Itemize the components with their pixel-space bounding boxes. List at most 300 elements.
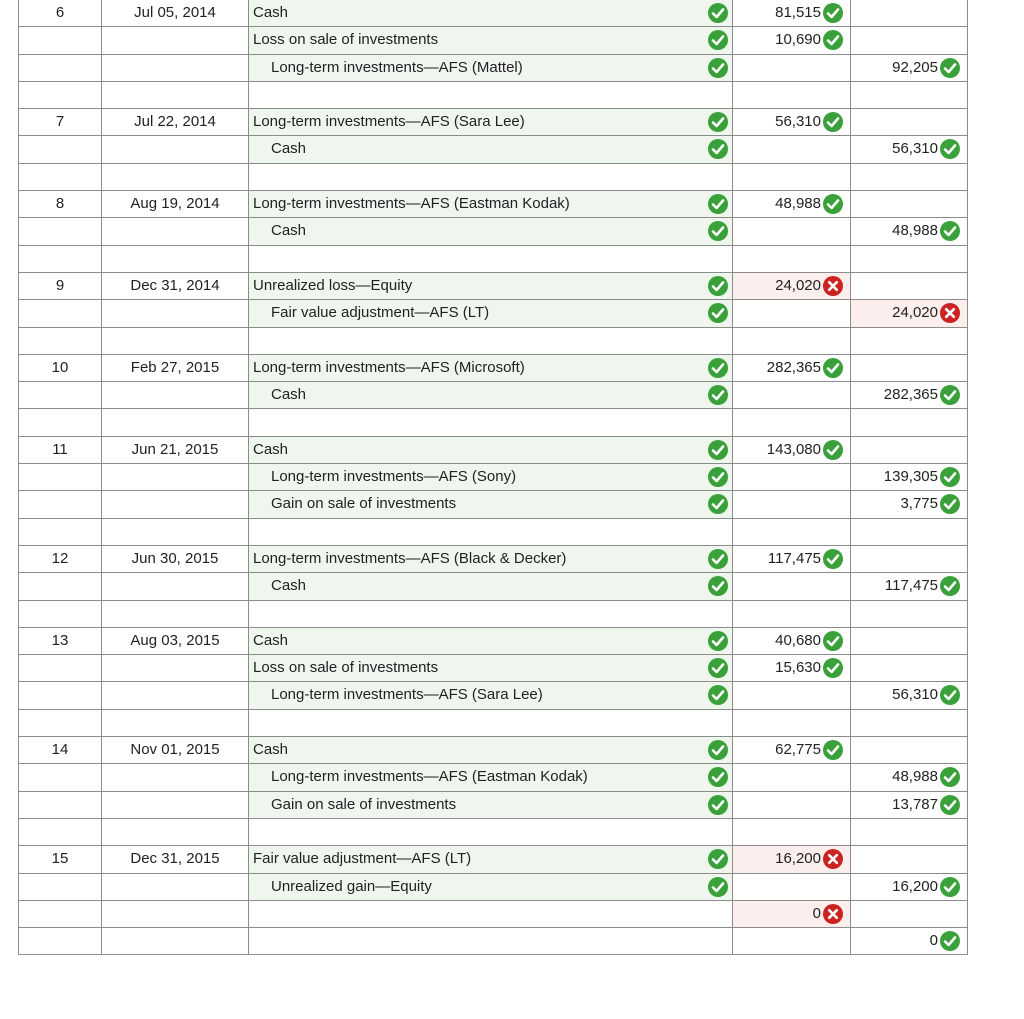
date-cell <box>101 464 248 491</box>
journal-entry-table <box>18 0 968 955</box>
account-cell <box>248 164 732 191</box>
checkmark-icon <box>708 276 728 296</box>
credit-cell[interactable] <box>850 874 968 901</box>
credit-cell[interactable] <box>850 928 968 955</box>
debit-cell[interactable] <box>732 874 850 901</box>
account-cell[interactable] <box>248 355 732 382</box>
checkmark-icon <box>823 740 843 760</box>
checkmark-icon <box>708 303 728 323</box>
account-name: Gain on sale of investments <box>271 795 457 813</box>
transaction-date[interactable]: Feb 27, 2015 <box>130 358 220 376</box>
error-x-icon <box>823 849 843 869</box>
account-name: Unrealized gain—Equity <box>271 877 432 895</box>
debit-cell[interactable] <box>732 464 850 491</box>
transaction-number-cell <box>18 0 101 27</box>
transaction-number-cell <box>18 55 101 82</box>
transaction-number-cell <box>18 464 101 491</box>
account-cell[interactable] <box>248 0 732 27</box>
journal-row <box>18 792 968 819</box>
date-cell <box>101 109 248 136</box>
credit-cell[interactable] <box>850 55 968 82</box>
transaction-number-cell <box>18 928 101 955</box>
journal-row <box>18 874 968 901</box>
debit-cell <box>732 819 850 846</box>
error-x-icon <box>940 303 960 323</box>
account-cell[interactable] <box>248 300 732 327</box>
credit-cell[interactable] <box>850 573 968 600</box>
credit-cell[interactable] <box>850 464 968 491</box>
credit-cell[interactable] <box>850 792 968 819</box>
account-cell[interactable] <box>248 874 732 901</box>
account-cell <box>248 710 732 737</box>
transaction-number-cell <box>18 218 101 245</box>
journal-row <box>18 628 968 655</box>
credit-cell[interactable] <box>850 382 968 409</box>
checkmark-icon <box>708 767 728 787</box>
credit-cell <box>850 409 968 436</box>
credit-cell <box>850 328 968 355</box>
transaction-number-cell <box>18 491 101 518</box>
checkmark-icon <box>708 576 728 596</box>
date-cell <box>101 737 248 764</box>
transaction-number-cell <box>18 27 101 54</box>
account-cell[interactable] <box>248 928 732 955</box>
account-name: Long-term investments—AFS (Eastman Kodak) <box>253 195 570 213</box>
account-name: Long-term investments—AFS (Sony) <box>271 468 517 486</box>
journal-row <box>18 491 968 518</box>
checkmark-icon <box>940 795 960 815</box>
date-cell <box>101 573 248 600</box>
account-name: Long-term investments—AFS (Sara Lee) <box>253 113 525 131</box>
credit-cell[interactable] <box>850 764 968 791</box>
account-cell[interactable] <box>248 191 732 218</box>
credit-amount: 0 <box>929 932 938 950</box>
debit-amount: 24,020 <box>775 276 821 294</box>
error-x-icon <box>823 276 843 296</box>
account-cell[interactable] <box>248 846 732 873</box>
account-cell <box>248 82 732 109</box>
account-name: Cash <box>271 386 307 404</box>
transaction-number-cell <box>18 382 101 409</box>
transaction-number-cell <box>18 164 101 191</box>
debit-cell <box>732 328 850 355</box>
date-cell <box>101 901 248 928</box>
date-cell <box>101 601 248 628</box>
credit-cell[interactable] <box>850 655 968 682</box>
checkmark-icon <box>708 658 728 678</box>
credit-cell[interactable] <box>850 300 968 327</box>
date-cell <box>101 164 248 191</box>
checkmark-icon <box>708 58 728 78</box>
transaction-number: 15 <box>51 850 69 868</box>
credit-amount: 56,310 <box>892 140 938 158</box>
date-cell <box>101 328 248 355</box>
account-cell[interactable] <box>248 55 732 82</box>
account-cell <box>248 601 732 628</box>
account-cell[interactable] <box>248 136 732 163</box>
credit-cell[interactable] <box>850 546 968 573</box>
credit-cell[interactable] <box>850 901 968 928</box>
debit-cell <box>732 409 850 436</box>
debit-amount: 15,630 <box>775 659 821 677</box>
debit-amount: 48,988 <box>775 195 821 213</box>
transaction-number: 8 <box>55 195 65 213</box>
transaction-number-cell <box>18 573 101 600</box>
checkmark-icon <box>708 112 728 132</box>
debit-amount: 143,080 <box>766 440 821 458</box>
journal-row <box>18 573 968 600</box>
transaction-number-cell <box>18 82 101 109</box>
date-cell <box>101 491 248 518</box>
checkmark-icon <box>708 139 728 159</box>
account-name: Loss on sale of investments <box>253 659 439 677</box>
credit-amount: 48,988 <box>892 222 938 240</box>
transaction-date[interactable]: Jun 30, 2015 <box>131 549 219 567</box>
account-name: Cash <box>271 222 307 240</box>
journal-row <box>18 273 968 300</box>
checkmark-icon <box>708 549 728 569</box>
credit-amount: 282,365 <box>883 386 938 404</box>
spacer-row <box>18 519 968 546</box>
debit-cell[interactable] <box>732 573 850 600</box>
account-name: Long-term investments—AFS (Black & Decker) <box>253 549 567 567</box>
journal-row <box>18 655 968 682</box>
checkmark-icon <box>708 631 728 651</box>
account-name: Long-term investments—AFS (Eastman Kodak) <box>271 768 588 786</box>
transaction-number-cell <box>18 136 101 163</box>
account-cell[interactable] <box>248 573 732 600</box>
debit-cell[interactable] <box>732 928 850 955</box>
account-cell <box>248 819 732 846</box>
transaction-date[interactable]: Dec 31, 2015 <box>130 850 220 868</box>
account-cell <box>248 519 732 546</box>
debit-cell[interactable] <box>732 491 850 518</box>
debit-cell[interactable] <box>732 764 850 791</box>
debit-cell[interactable] <box>732 191 850 218</box>
checkmark-icon <box>708 440 728 460</box>
checkmark-icon <box>708 194 728 214</box>
credit-amount: 139,305 <box>883 468 938 486</box>
date-cell <box>101 682 248 709</box>
checkmark-icon <box>823 112 843 132</box>
checkmark-icon <box>708 494 728 514</box>
date-cell <box>101 82 248 109</box>
checkmark-icon <box>708 795 728 815</box>
journal-row <box>18 0 968 27</box>
account-name: Cash <box>271 140 307 158</box>
checkmark-icon <box>708 685 728 705</box>
date-cell <box>101 273 248 300</box>
debit-cell[interactable] <box>732 27 850 54</box>
account-cell[interactable] <box>248 491 732 518</box>
debit-cell[interactable] <box>732 300 850 327</box>
checkmark-icon <box>823 30 843 50</box>
transaction-number-cell <box>18 546 101 573</box>
credit-cell[interactable] <box>850 437 968 464</box>
credit-cell <box>850 82 968 109</box>
checkmark-icon <box>940 467 960 487</box>
account-name: Unrealized loss—Equity <box>253 276 413 294</box>
journal-row <box>18 382 968 409</box>
date-cell <box>101 55 248 82</box>
credit-amount: 13,787 <box>892 795 938 813</box>
date-cell <box>101 300 248 327</box>
debit-cell[interactable] <box>732 546 850 573</box>
journal-row <box>18 136 968 163</box>
transaction-number-cell <box>18 355 101 382</box>
debit-cell[interactable] <box>732 218 850 245</box>
checkmark-icon <box>940 767 960 787</box>
account-cell[interactable] <box>248 382 732 409</box>
account-cell <box>248 409 732 436</box>
journal-row <box>18 546 968 573</box>
credit-cell[interactable] <box>850 136 968 163</box>
credit-cell[interactable] <box>850 27 968 54</box>
credit-cell[interactable] <box>850 491 968 518</box>
date-cell <box>101 519 248 546</box>
debit-cell <box>732 82 850 109</box>
journal-row <box>18 300 968 327</box>
spacer-row <box>18 82 968 109</box>
credit-cell[interactable] <box>850 191 968 218</box>
transaction-number: 13 <box>51 631 69 649</box>
credit-cell <box>850 519 968 546</box>
journal-row <box>18 437 968 464</box>
credit-cell <box>850 710 968 737</box>
account-name: Long-term investments—AFS (Microsoft) <box>253 358 525 376</box>
debit-cell[interactable] <box>732 55 850 82</box>
account-name: Cash <box>253 440 289 458</box>
credit-cell[interactable] <box>850 737 968 764</box>
transaction-number-cell <box>18 246 101 273</box>
checkmark-icon <box>708 877 728 897</box>
debit-amount: 40,680 <box>775 631 821 649</box>
debit-cell[interactable] <box>732 109 850 136</box>
debit-cell[interactable] <box>732 792 850 819</box>
transaction-date[interactable]: Jul 22, 2014 <box>134 113 216 131</box>
transaction-date[interactable]: Aug 19, 2014 <box>130 195 220 213</box>
checkmark-icon <box>708 385 728 405</box>
debit-amount: 117,475 <box>767 549 821 567</box>
transaction-date[interactable]: Aug 03, 2015 <box>130 631 220 649</box>
transaction-number-cell <box>18 682 101 709</box>
journal-row <box>18 27 968 54</box>
transaction-number-cell <box>18 874 101 901</box>
transaction-number-cell <box>18 273 101 300</box>
debit-amount: 10,690 <box>775 31 821 49</box>
journal-row <box>18 846 968 873</box>
journal-row <box>18 109 968 136</box>
transaction-number-cell <box>18 901 101 928</box>
debit-cell <box>732 519 850 546</box>
journal-row <box>18 355 968 382</box>
credit-amount: 56,310 <box>892 686 938 704</box>
debit-cell[interactable] <box>732 682 850 709</box>
spacer-row <box>18 409 968 436</box>
checkmark-icon <box>708 849 728 869</box>
checkmark-icon <box>708 467 728 487</box>
credit-cell[interactable] <box>850 628 968 655</box>
transaction-number-cell <box>18 846 101 873</box>
date-cell <box>101 0 248 27</box>
spacer-row <box>18 246 968 273</box>
account-cell[interactable] <box>248 27 732 54</box>
credit-cell[interactable] <box>850 218 968 245</box>
journal-row <box>18 682 968 709</box>
debit-cell[interactable] <box>732 0 850 27</box>
checkmark-icon <box>708 740 728 760</box>
account-name: Fair value adjustment—AFS (LT) <box>271 304 490 322</box>
date-cell <box>101 628 248 655</box>
account-cell[interactable] <box>248 737 732 764</box>
credit-amount: 48,988 <box>892 768 938 786</box>
transaction-number: 10 <box>51 358 69 376</box>
date-cell <box>101 246 248 273</box>
journal-row <box>18 928 968 955</box>
credit-amount: 16,200 <box>892 877 938 895</box>
debit-cell[interactable] <box>732 628 850 655</box>
transaction-number-cell <box>18 628 101 655</box>
debit-amount: 56,310 <box>775 113 821 131</box>
checkmark-icon <box>708 221 728 241</box>
date-cell <box>101 792 248 819</box>
account-name: Loss on sale of investments <box>253 31 439 49</box>
account-cell <box>248 328 732 355</box>
credit-amount: 3,775 <box>900 495 938 513</box>
date-cell <box>101 27 248 54</box>
debit-amount: 282,365 <box>766 358 821 376</box>
account-name: Long-term investments—AFS (Mattel) <box>271 58 523 76</box>
transaction-date[interactable]: Dec 31, 2014 <box>130 276 220 294</box>
account-cell[interactable] <box>248 682 732 709</box>
account-cell[interactable] <box>248 109 732 136</box>
debit-cell <box>732 710 850 737</box>
transaction-number: 7 <box>55 113 65 131</box>
spacer-row <box>18 710 968 737</box>
transaction-number: 11 <box>52 440 68 458</box>
debit-cell[interactable] <box>732 737 850 764</box>
account-cell[interactable] <box>248 792 732 819</box>
journal-row <box>18 55 968 82</box>
account-cell <box>248 246 732 273</box>
error-x-icon <box>823 904 843 924</box>
account-cell[interactable] <box>248 655 732 682</box>
credit-cell[interactable] <box>850 355 968 382</box>
credit-cell[interactable] <box>850 0 968 27</box>
credit-cell[interactable] <box>850 273 968 300</box>
date-cell <box>101 437 248 464</box>
debit-amount: 0 <box>812 904 821 922</box>
credit-cell <box>850 601 968 628</box>
debit-cell[interactable] <box>732 382 850 409</box>
date-cell <box>101 409 248 436</box>
account-cell[interactable] <box>248 628 732 655</box>
transaction-number-cell <box>18 819 101 846</box>
debit-cell[interactable] <box>732 901 850 928</box>
transaction-number: 14 <box>51 741 69 759</box>
checkmark-icon <box>708 3 728 23</box>
transaction-number: 6 <box>55 4 65 21</box>
date-cell <box>101 218 248 245</box>
credit-cell[interactable] <box>850 846 968 873</box>
transaction-number-cell <box>18 792 101 819</box>
debit-cell[interactable] <box>732 136 850 163</box>
transaction-number-cell <box>18 328 101 355</box>
date-cell <box>101 928 248 955</box>
credit-cell[interactable] <box>850 109 968 136</box>
debit-cell[interactable] <box>732 655 850 682</box>
transaction-number-cell <box>18 764 101 791</box>
account-cell[interactable] <box>248 464 732 491</box>
account-name: Fair value adjustment—AFS (LT) <box>253 850 472 868</box>
account-cell[interactable] <box>248 764 732 791</box>
debit-cell[interactable] <box>732 437 850 464</box>
checkmark-icon <box>940 931 960 951</box>
checkmark-icon <box>823 3 843 23</box>
checkmark-icon <box>940 58 960 78</box>
account-cell[interactable] <box>248 546 732 573</box>
debit-cell[interactable] <box>732 355 850 382</box>
account-name: Cash <box>271 577 307 595</box>
spacer-row <box>18 601 968 628</box>
debit-cell <box>732 246 850 273</box>
credit-cell[interactable] <box>850 682 968 709</box>
transaction-number-cell <box>18 601 101 628</box>
transaction-date[interactable]: Nov 01, 2015 <box>130 741 220 759</box>
date-cell <box>101 355 248 382</box>
checkmark-icon <box>823 658 843 678</box>
journal-row <box>18 218 968 245</box>
checkmark-icon <box>823 549 843 569</box>
checkmark-icon <box>940 877 960 897</box>
transaction-date[interactable]: Jul 05, 2014 <box>134 4 216 21</box>
debit-cell[interactable] <box>732 846 850 873</box>
checkmark-icon <box>823 440 843 460</box>
account-cell[interactable] <box>248 901 732 928</box>
checkmark-icon <box>708 358 728 378</box>
account-cell[interactable] <box>248 437 732 464</box>
account-name: Cash <box>253 741 289 759</box>
checkmark-icon <box>823 194 843 214</box>
account-cell[interactable] <box>248 218 732 245</box>
transaction-number: 9 <box>55 276 65 294</box>
checkmark-icon <box>823 631 843 651</box>
account-name: Long-term investments—AFS (Sara Lee) <box>271 686 543 704</box>
account-name: Cash <box>253 4 289 21</box>
journal-row <box>18 191 968 218</box>
date-cell <box>101 546 248 573</box>
credit-amount: 117,475 <box>884 577 938 595</box>
transaction-number-cell <box>18 655 101 682</box>
checkmark-icon <box>940 576 960 596</box>
journal-row <box>18 901 968 928</box>
debit-cell <box>732 601 850 628</box>
journal-row <box>18 464 968 491</box>
date-cell <box>101 874 248 901</box>
account-cell[interactable] <box>248 273 732 300</box>
transaction-number-cell <box>18 737 101 764</box>
debit-cell[interactable] <box>732 273 850 300</box>
date-cell <box>101 764 248 791</box>
date-cell <box>101 136 248 163</box>
date-cell <box>101 655 248 682</box>
transaction-number-cell <box>18 191 101 218</box>
checkmark-icon <box>940 385 960 405</box>
credit-amount: 24,020 <box>892 304 938 322</box>
credit-cell <box>850 819 968 846</box>
transaction-date[interactable]: Jun 21, 2015 <box>131 440 219 458</box>
debit-amount: 81,515 <box>775 4 821 21</box>
